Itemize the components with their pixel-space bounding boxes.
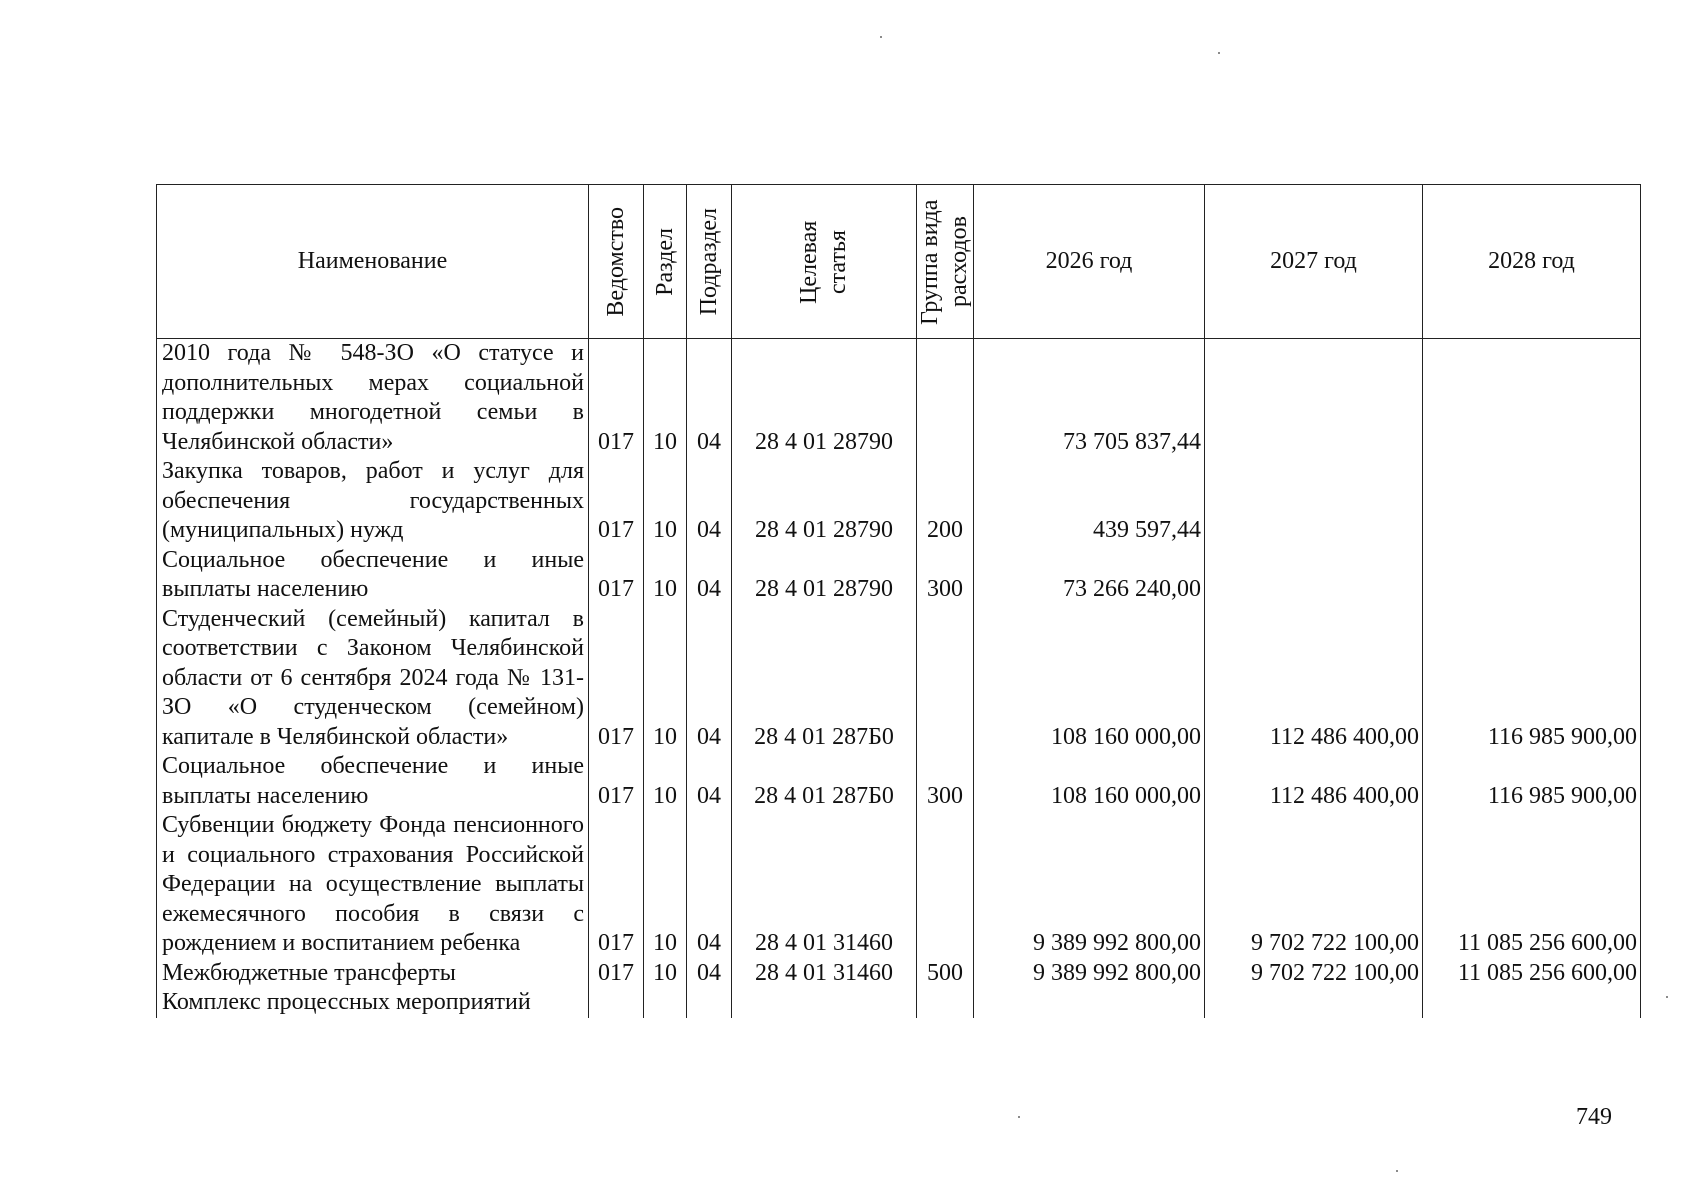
row-expense-group: 200 bbox=[917, 457, 974, 546]
row-2027 bbox=[1205, 546, 1423, 605]
row-2026: 9 389 992 800,00 bbox=[974, 811, 1205, 959]
table-row bbox=[157, 457, 1641, 546]
row-target-article bbox=[732, 988, 917, 1018]
row-department bbox=[589, 988, 644, 1018]
row-2027: 9 702 722 100,00 bbox=[1205, 811, 1423, 959]
row-expense-group bbox=[917, 988, 974, 1018]
row-subsection bbox=[687, 988, 732, 1018]
row-section: 10 bbox=[644, 457, 687, 546]
header-expense-group: Группа вида расходов bbox=[917, 185, 974, 339]
row-2028 bbox=[1423, 457, 1641, 546]
row-subsection: 04 bbox=[687, 339, 732, 458]
row-subsection: 04 bbox=[687, 811, 732, 959]
row-2027: 112 486 400,00 bbox=[1205, 605, 1423, 753]
row-expense-group: 500 bbox=[917, 959, 974, 989]
scan-speck bbox=[1018, 1116, 1020, 1118]
table-row bbox=[157, 811, 1641, 959]
row-2027 bbox=[1205, 339, 1423, 458]
table-row bbox=[157, 546, 1641, 605]
row-expense-group bbox=[917, 605, 974, 753]
row-section: 10 bbox=[644, 339, 687, 458]
row-name: Социальное обеспечение и иные выплаты населению bbox=[157, 752, 589, 811]
row-2026 bbox=[974, 988, 1205, 1018]
header-department: Ведомство bbox=[589, 185, 644, 339]
row-subsection: 04 bbox=[687, 752, 732, 811]
row-subsection: 04 bbox=[687, 959, 732, 989]
row-2026: 73 705 837,44 bbox=[974, 339, 1205, 458]
row-department: 017 bbox=[589, 752, 644, 811]
row-target-article: 28 4 01 28790 bbox=[732, 339, 917, 458]
row-section bbox=[644, 988, 687, 1018]
header-target-article: Целевая статья bbox=[732, 185, 917, 339]
row-department: 017 bbox=[589, 457, 644, 546]
row-2028: 11 085 256 600,00 bbox=[1423, 959, 1641, 989]
row-section: 10 bbox=[644, 546, 687, 605]
row-section: 10 bbox=[644, 811, 687, 959]
row-2026: 108 160 000,00 bbox=[974, 752, 1205, 811]
scan-speck bbox=[1666, 996, 1668, 998]
row-target-article: 28 4 01 28790 bbox=[732, 546, 917, 605]
row-2026: 108 160 000,00 bbox=[974, 605, 1205, 753]
row-target-article: 28 4 01 31460 bbox=[732, 811, 917, 959]
row-target-article: 28 4 01 287Б0 bbox=[732, 752, 917, 811]
row-2026: 9 389 992 800,00 bbox=[974, 959, 1205, 989]
row-department: 017 bbox=[589, 959, 644, 989]
row-name: Межбюджетные трансферты bbox=[157, 959, 589, 989]
table-header-row bbox=[157, 185, 1641, 339]
row-2027 bbox=[1205, 457, 1423, 546]
row-target-article: 28 4 01 31460 bbox=[732, 959, 917, 989]
table-row bbox=[157, 988, 1641, 1018]
row-2028 bbox=[1423, 988, 1641, 1018]
header-section: Раздел bbox=[644, 185, 687, 339]
row-name: Социальное обеспечение и иные выплаты населению bbox=[157, 546, 589, 605]
row-2028: 116 985 900,00 bbox=[1423, 752, 1641, 811]
row-section: 10 bbox=[644, 959, 687, 989]
row-subsection: 04 bbox=[687, 546, 732, 605]
header-2026: 2026 год bbox=[974, 185, 1205, 339]
scan-speck bbox=[1218, 52, 1220, 54]
row-subsection: 04 bbox=[687, 457, 732, 546]
row-subsection: 04 bbox=[687, 605, 732, 753]
header-name: Наименование bbox=[157, 185, 589, 339]
row-2028 bbox=[1423, 339, 1641, 458]
row-section: 10 bbox=[644, 605, 687, 753]
row-name: Закупка товаров, работ и услуг для обеспечения государственных (муниципальных) нужд bbox=[157, 457, 589, 546]
row-expense-group bbox=[917, 811, 974, 959]
scan-speck bbox=[1396, 1170, 1398, 1172]
table-row bbox=[157, 752, 1641, 811]
row-name: 2010 года № 548-ЗО «О статусе и дополнительных мерах социальной поддержки многодетной семьи в Челябинской области» bbox=[157, 339, 589, 458]
row-department: 017 bbox=[589, 546, 644, 605]
budget-table bbox=[156, 184, 1641, 1018]
header-2027: 2027 год bbox=[1205, 185, 1423, 339]
row-department: 017 bbox=[589, 811, 644, 959]
row-2028 bbox=[1423, 546, 1641, 605]
row-department: 017 bbox=[589, 339, 644, 458]
row-name: Комплекс процессных мероприятий bbox=[157, 988, 589, 1018]
row-name: Студенческий (семейный) капитал в соответствии с Законом Челябинской области от 6 сентября 2024 года № 131-ЗО «О студенческом (семейном) капитале в Челябинской области» bbox=[157, 605, 589, 753]
row-expense-group bbox=[917, 339, 974, 458]
header-2028: 2028 год bbox=[1423, 185, 1641, 339]
table-row bbox=[157, 605, 1641, 753]
row-section: 10 bbox=[644, 752, 687, 811]
row-target-article: 28 4 01 287Б0 bbox=[732, 605, 917, 753]
row-2028: 116 985 900,00 bbox=[1423, 605, 1641, 753]
row-2026: 439 597,44 bbox=[974, 457, 1205, 546]
scan-speck bbox=[880, 36, 882, 38]
row-target-article: 28 4 01 28790 bbox=[732, 457, 917, 546]
row-2027: 112 486 400,00 bbox=[1205, 752, 1423, 811]
row-department: 017 bbox=[589, 605, 644, 753]
row-2026: 73 266 240,00 bbox=[974, 546, 1205, 605]
row-name: Субвенции бюджету Фонда пенсионного и социального страхования Российской Федерации на осуществление выплаты ежемесячного пособия в связи с рождением и воспитанием ребенка bbox=[157, 811, 589, 959]
row-expense-group: 300 bbox=[917, 546, 974, 605]
row-2028: 11 085 256 600,00 bbox=[1423, 811, 1641, 959]
header-subsection: Подраздел bbox=[687, 185, 732, 339]
table-row bbox=[157, 339, 1641, 458]
row-2027 bbox=[1205, 988, 1423, 1018]
row-expense-group: 300 bbox=[917, 752, 974, 811]
page-number: 749 bbox=[1576, 1104, 1612, 1130]
table-row bbox=[157, 959, 1641, 989]
row-2027: 9 702 722 100,00 bbox=[1205, 959, 1423, 989]
